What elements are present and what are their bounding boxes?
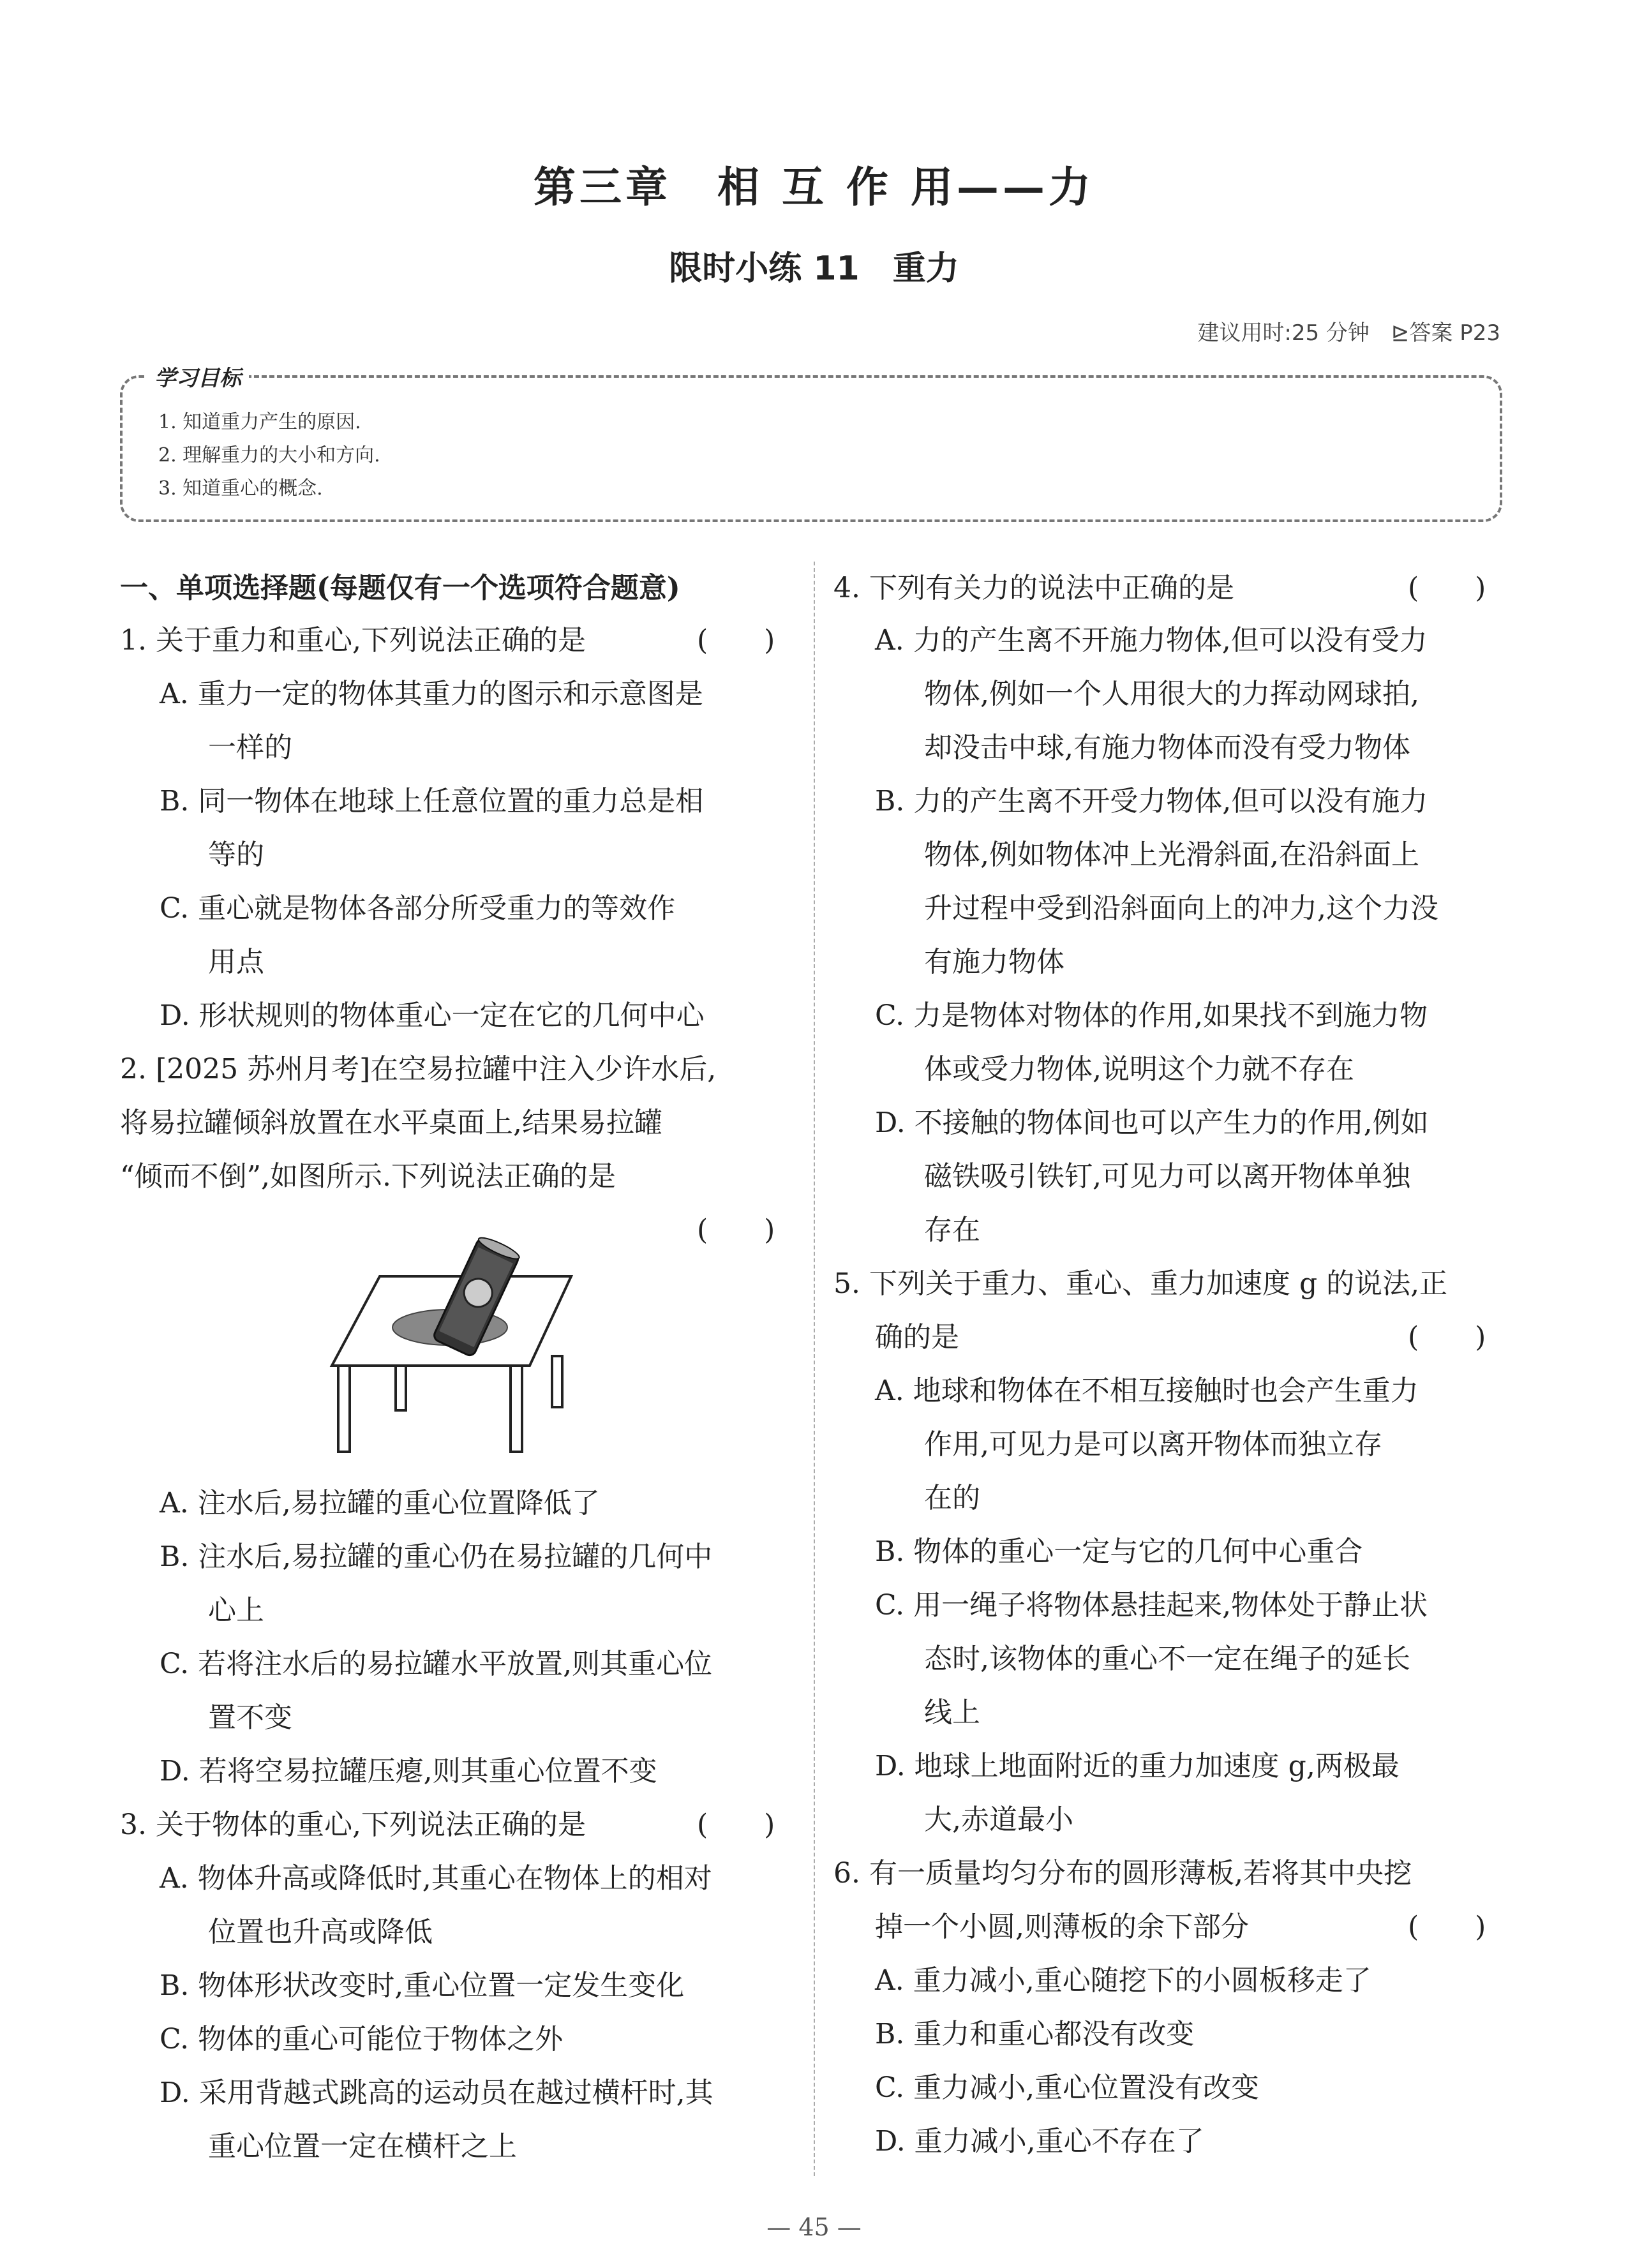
option-b: B. 注水后,易拉罐的重心仍在易拉罐的几何中 — [160, 1541, 713, 1573]
option-c-cont: 置不变 — [208, 1701, 292, 1734]
section-heading: 一、单项选择题(每题仅有一个选项符合题意) — [120, 572, 680, 604]
option-b-cont: 升过程中受到沿斜面向上的冲力,这个力没 — [924, 892, 1438, 925]
option-d-cont: 磁铁吸引铁钉,可见力可以离开物体单独 — [924, 1160, 1410, 1193]
option-b-cont: 等的 — [208, 839, 264, 871]
option-a: A. 力的产生离不开施力物体,但可以没有受力 — [875, 624, 1428, 657]
option-a: A. 重力一定的物体其重力的图示和示意图是 — [160, 678, 703, 710]
option-b-cont: 心上 — [208, 1594, 264, 1627]
option-c: C. 力是物体对物体的作用,如果找不到施力物 — [875, 999, 1428, 1032]
option-b: B. 力的产生离不开受力物体,但可以没有施力 — [875, 785, 1428, 817]
goal-item: 1. 知道重力产生的原因. — [158, 411, 361, 433]
option-d: D. 重力减小,重心不存在了 — [875, 2125, 1204, 2158]
option-d-cont: 大,赤道最小 — [924, 1803, 1073, 1836]
goal-item: 2. 理解重力的大小和方向. — [158, 444, 380, 466]
goal-item: 3. 知道重心的概念. — [158, 477, 323, 500]
option-c: C. 重力减小,重心位置没有改变 — [875, 2071, 1260, 2104]
time-hint: 建议用时:25 分钟 ⊵答案 P23 — [1197, 320, 1500, 346]
answer-blank: ( ) — [1408, 572, 1486, 604]
option-a: A. 物体升高或降低时,其重心在物体上的相对 — [160, 1862, 712, 1895]
option-a-cont: 物体,例如一个人用很大的力挥动网球拍, — [924, 678, 1419, 710]
option-d: D. 采用背越式跳高的运动员在越过横杆时,其 — [160, 2077, 713, 2109]
option-a-cont: 在的 — [924, 1482, 980, 1514]
option-a-cont: 一样的 — [208, 731, 292, 764]
question-3-stem: 3. 关于物体的重心,下列说法正确的是 — [120, 1809, 586, 1841]
option-d: D. 形状规则的物体重心一定在它的几何中心 — [160, 999, 705, 1032]
option-a: A. 注水后,易拉罐的重心位置降低了 — [160, 1487, 600, 1519]
answer-blank: ( ) — [1408, 1911, 1486, 1943]
option-b: B. 物体的重心一定与它的几何中心重合 — [875, 1535, 1363, 1568]
option-c-cont: 态时,该物体的重心不一定在绳子的延长 — [924, 1643, 1410, 1675]
option-c-cont: 线上 — [924, 1696, 980, 1729]
question-4-stem: 4. 下列有关力的说法中正确的是 — [833, 572, 1234, 604]
option-d: D. 若将空易拉罐压瘪,则其重心位置不变 — [160, 1755, 657, 1787]
question-6-line1: 6. 有一质量均匀分布的圆形薄板,若将其中央挖 — [833, 1857, 1412, 1890]
page-subtitle: 限时小练 11 重力 — [669, 250, 959, 288]
question-2-line3: “倾而不倒”,如图所示.下列说法正确的是 — [120, 1160, 616, 1193]
option-b: B. 同一物体在地球上任意位置的重力总是相 — [160, 785, 704, 817]
option-c: C. 用一绳子将物体悬挂起来,物体处于静止状 — [875, 1589, 1428, 1622]
page-number: — 45 — — [766, 2213, 862, 2241]
option-a: A. 重力减小,重心随挖下的小圆板移走了 — [875, 1964, 1371, 1997]
question-5-line1: 5. 下列关于重力、重心、重力加速度 g 的说法,正 — [833, 1267, 1448, 1300]
learning-goals-title: 学习目标 — [147, 361, 249, 392]
answer-blank: ( ) — [697, 1809, 775, 1841]
option-c: C. 物体的重心可能位于物体之外 — [160, 2023, 564, 2055]
right-column — [814, 0, 1628, 2268]
option-a-cont: 位置也升高或降低 — [208, 1916, 433, 1948]
option-c-cont: 体或受力物体,说明这个力就不存在 — [924, 1053, 1354, 1086]
option-b-cont: 物体,例如物体冲上光滑斜面,在沿斜面上 — [924, 839, 1419, 871]
option-b-cont: 有施力物体 — [924, 946, 1064, 978]
question-5-line2: 确的是 — [875, 1321, 959, 1354]
option-b: B. 重力和重心都没有改变 — [875, 2018, 1195, 2050]
question-2-line1: 2. [2025 苏州月考]在空易拉罐中注入少许水后, — [120, 1053, 717, 1086]
option-a: A. 地球和物体在不相互接触时也会产生重力 — [875, 1375, 1419, 1407]
option-d-cont: 存在 — [924, 1214, 980, 1246]
option-d-cont: 重心位置一定在横杆之上 — [208, 2130, 517, 2163]
option-c: C. 若将注水后的易拉罐水平放置,则其重心位 — [160, 1648, 713, 1680]
option-a-cont: 作用,可见力是可以离开物体而独立存 — [924, 1428, 1382, 1461]
option-d: D. 不接触的物体间也可以产生力的作用,例如 — [875, 1107, 1429, 1139]
question-2-line2: 将易拉罐倾斜放置在水平桌面上,结果易拉罐 — [120, 1107, 662, 1139]
answer-blank: ( ) — [1408, 1321, 1486, 1354]
option-d: D. 地球上地面附近的重力加速度 g,两极最 — [875, 1750, 1400, 1782]
question-6-line2: 掉一个小圆,则薄板的余下部分 — [875, 1911, 1249, 1943]
option-c-cont: 用点 — [208, 946, 264, 978]
question-1-stem: 1. 关于重力和重心,下列说法正确的是 — [120, 624, 586, 657]
chapter-title: 第三章 相 互 作 用——力 — [534, 162, 1094, 212]
answer-blank: ( ) — [697, 624, 775, 657]
option-c: C. 重心就是物体各部分所受重力的等效作 — [160, 892, 676, 925]
answer-blank: ( ) — [697, 1214, 775, 1246]
option-a-cont: 却没击中球,有施力物体而没有受力物体 — [924, 731, 1410, 764]
option-b: B. 物体形状改变时,重心位置一定发生变化 — [160, 1969, 685, 2002]
table-can-figure — [319, 1232, 625, 1461]
